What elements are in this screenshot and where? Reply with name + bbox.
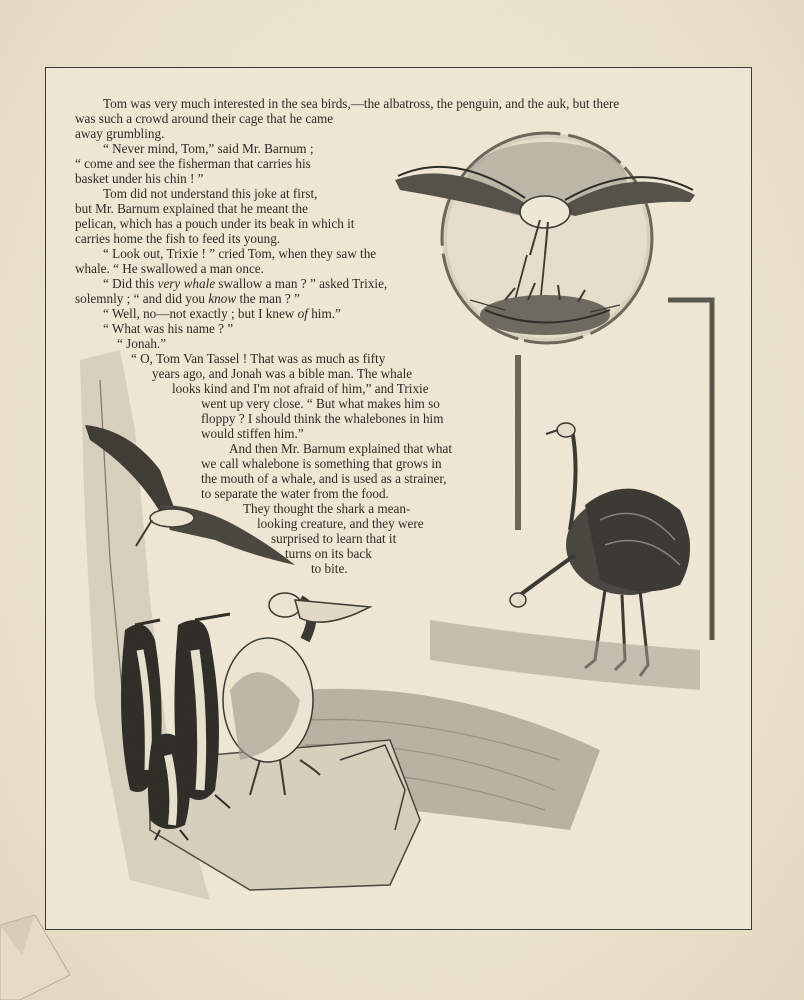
text-line: but Mr. Barnum explained that he meant the <box>75 201 308 216</box>
text-line: They thought the shark a mean- <box>243 501 411 516</box>
text-line: “ come and see the fisherman that carries his <box>75 156 311 171</box>
text-span: “ Well, no—not exactly ; but I knew <box>103 306 298 321</box>
text-line: was such a crowd around their cage that he came <box>75 111 334 126</box>
text-line: whale. “ He swallowed a man once. <box>75 261 264 276</box>
text-line: And then Mr. Barnum explained that what <box>229 441 453 456</box>
text-line: Tom was very much interested in the sea birds,—the albatross, the penguin, and the auk, but there <box>103 96 620 111</box>
italic-span: know <box>208 291 237 306</box>
text-line: turns on its back <box>285 546 372 561</box>
text-line: Tom did not understand this joke at first, <box>103 186 318 201</box>
text-line: “ O, Tom Van Tassel ! That was as much as fifty <box>131 351 386 366</box>
italic-span: of <box>297 306 308 321</box>
text-line: looking creature, and they were <box>257 516 424 531</box>
text-line: pelican, which has a pouch under its beak in which it <box>75 216 355 231</box>
text-line: to separate the water from the food. <box>201 486 389 501</box>
text-line: the mouth of a whale, and is used as a strainer, <box>201 471 447 486</box>
italic-span: very whale <box>157 276 216 291</box>
text-span: solemnly ; “ and did you <box>75 291 209 306</box>
text-line: floppy ? I should think the whalebones in him <box>201 411 444 426</box>
text-line: to bite. <box>311 561 348 576</box>
text-line: “ Never mind, Tom,” said Mr. Barnum ; <box>103 141 314 156</box>
folded-page-corner <box>0 915 70 1000</box>
text-line <box>103 276 387 292</box>
text-line <box>75 291 300 307</box>
text-line: “ Jonah.” <box>117 336 167 351</box>
text-line: years ago, and Jonah was a bible man. The whale <box>152 366 413 381</box>
text-line: “ Look out, Trixie ! ” cried Tom, when they saw the <box>103 246 377 261</box>
text-line: would stiffen him.” <box>201 426 304 441</box>
text-line: looks kind and I'm not afraid of him,” and Trixie <box>172 381 429 396</box>
text-line: basket under his chin ! ” <box>75 171 204 186</box>
text-span: swallow a man ? ” asked Trixie, <box>215 276 388 291</box>
text-span: the man ? ” <box>236 291 300 306</box>
text-line: surprised to learn that it <box>271 531 397 546</box>
text-span: “ Did this <box>103 276 158 291</box>
text-line: went up very close. “ But what makes him so <box>201 396 440 411</box>
text-line: “ What was his name ? ” <box>103 321 234 336</box>
text-line: away grumbling. <box>75 126 165 141</box>
text-line: carries home the fish to feed its young. <box>75 231 281 246</box>
text-span: him.” <box>307 306 341 321</box>
text-line: we call whalebone is something that grows in <box>201 456 442 471</box>
text-line <box>103 306 341 322</box>
